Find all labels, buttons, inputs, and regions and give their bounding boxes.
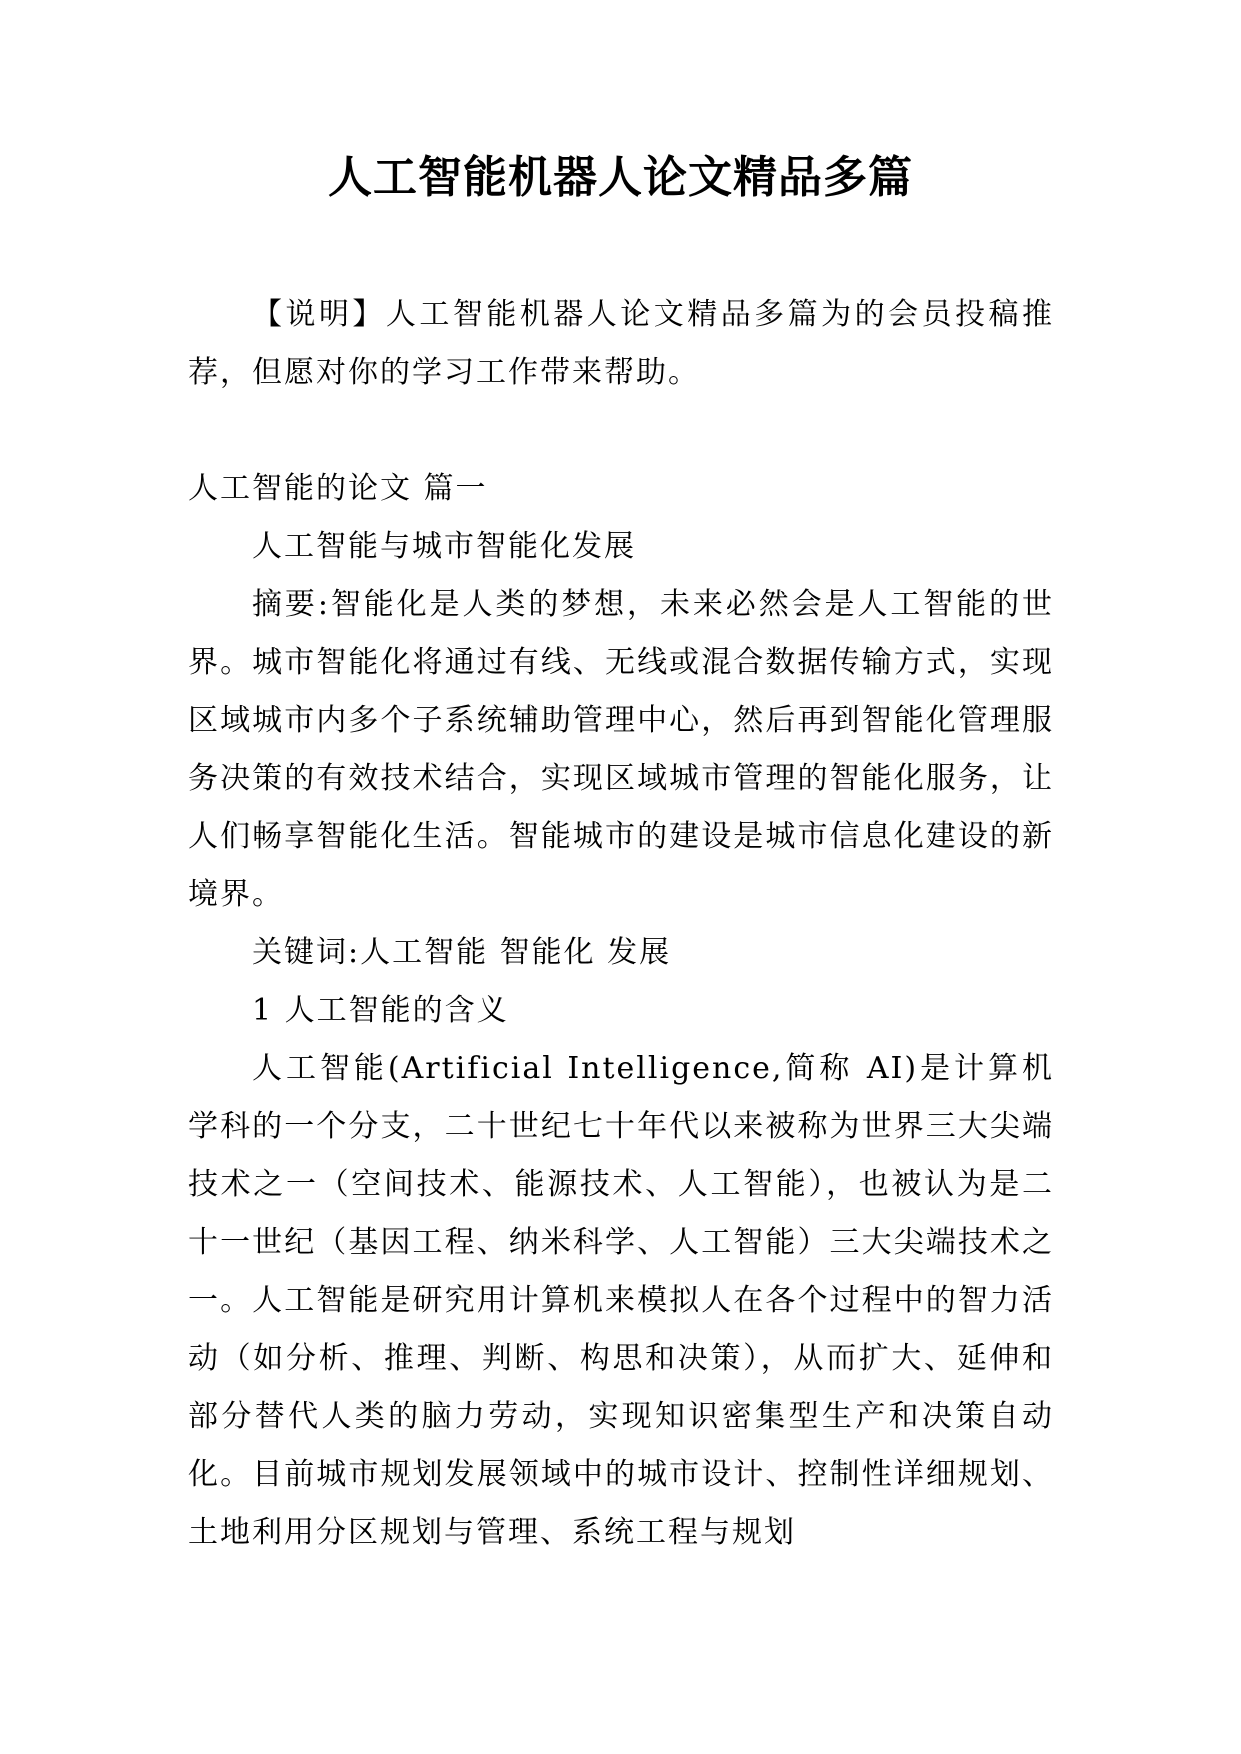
keywords-paragraph: 关键词:人工智能 智能化 发展 bbox=[252, 935, 672, 970]
intro-section bbox=[188, 286, 1054, 402]
document-title: 人工智能机器人论文精品多篇 bbox=[328, 152, 913, 203]
article-title: 人工智能与城市智能化发展 bbox=[252, 529, 636, 564]
abstract-paragraph: 摘要:智能化是人类的梦想，未来必然会是人工智能的世界。城市智能化将通过有线、无线或混合数据传输方式，实现区域城市内多个子系统辅助管理中心，然后再到智能化管理服务决策的有效技术结合，实现区域城市管理的智能化服务，让人们畅享智能化生活。智能城市的建设是城市信息化建设的新境界。 bbox=[188, 587, 1054, 912]
body-paragraph: 人工智能(Artificial Intelligence,简称 AI)是计算机学科的一个分支，二十世纪七十年代以来被称为世界三大尖端技术之一（空间技术、能源技术、人工智能），也被认为是二十一世纪（基因工程、纳米科学、人工智能）三大尖端技术之一。人工智能是研究用计算机来模拟人在各个过程中的智力活动（如分析、推理、判断、构思和决策），从而扩大、延伸和部分替代人类的脑力劳动，实现知识密集型生产和决策自动化。目前城市规划发展领域中的城市设计、控制性详细规划、土地利用分区规划与管理、系统工程与规划 bbox=[188, 1051, 1054, 1550]
intro-paragraph: 【说明】人工智能机器人论文精品多篇为的会员投稿推荐，但愿对你的学习工作带来帮助。 bbox=[188, 297, 1054, 390]
article-body bbox=[188, 460, 1054, 1562]
subsection-heading: 1 人工智能的含义 bbox=[252, 993, 509, 1028]
section-heading: 人工智能的论文 篇一 bbox=[188, 471, 488, 506]
